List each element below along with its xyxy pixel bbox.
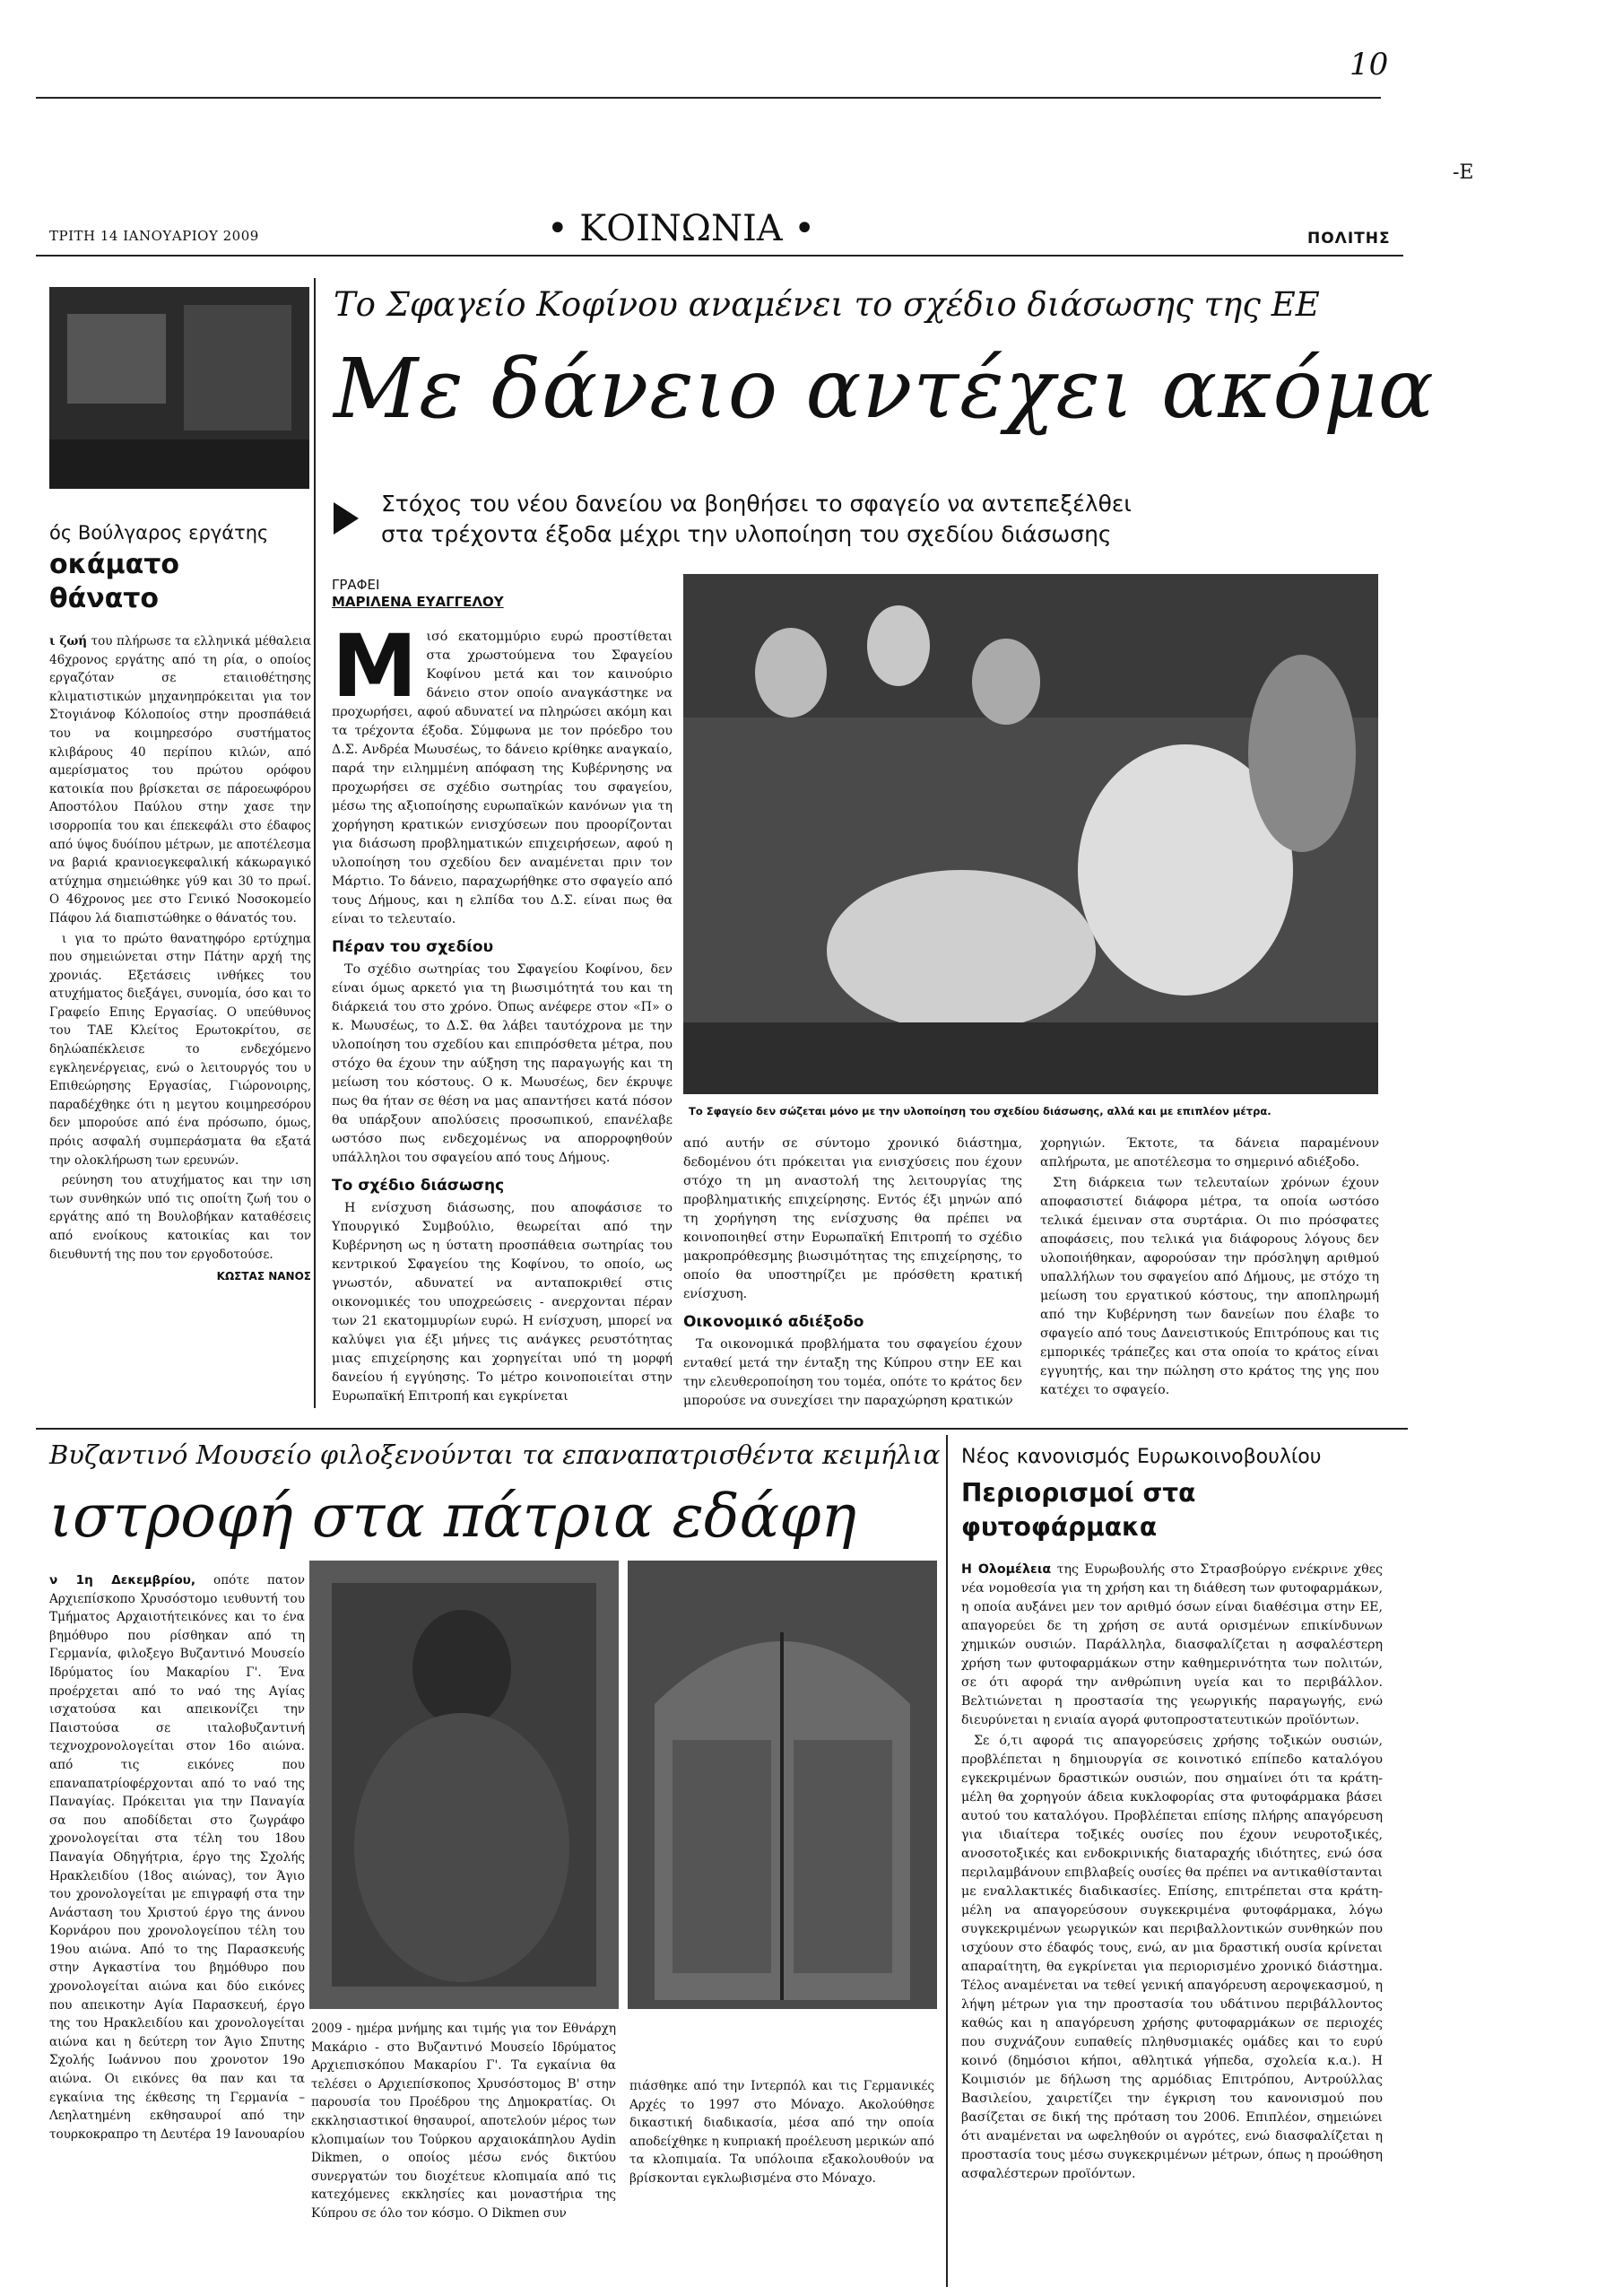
main-article-column-4 (1040, 1135, 1379, 1402)
col4-para-2: Στη διάρκεια των τελευταίων χρόνων έχουν αποφασιστεί διάφορα μέτρα, τα οποία ωστόσο τελικά έμειναν στα συρτάρια. Οι πιο πρόσφατες αποφάσεις, που τελικά για διάφορους λόγους δεν υλοποιήθηκαν, αφορούσαν την πρόσληψη αριθμού υπαλλήλων του σφαγείου από Δήμους, με στόχο τη μείωση του εργατικού κόστους, την αποπληρωμή από την Κυβέρνηση των δανείων που έλαβε το σφαγείο από τους Δανειστικούς Επιτρόπους και τις εμπορικές τράπεζες και στα οποία το κράτος είναι εγγυητής, και την πώληση στο κράτος της γης που κατέχει το σφαγείο. (1040, 1176, 1379, 1397)
left-article-body (49, 632, 311, 1286)
dropcap: Μ (332, 616, 418, 717)
icon-photo-1 (309, 1561, 619, 2009)
section-title: • ΚΟΙΝΩΝΙΑ • (547, 208, 815, 249)
left-article-para-3: ρεύνηση του ατυχήματος και την ιση των συνθηκών υπό τις οποίτη ζωή του ο εργάτης από τη Βουλοβήκαν καταθέσεις από ενοίκους κατοικίας και τον διευθυντή της που τον εργοδοτούσε. (49, 1173, 311, 1262)
bottom-left-center-column (311, 2020, 616, 2225)
left-article-headline-1: οκάματο (49, 549, 179, 580)
carved-door-icon (628, 1561, 937, 2009)
subhead-sxedio-para: Η ενίσχυση διάσωσης, που αποφάσισε το Υπουργικό Συμβούλιο, θεωρείται από την Κυβέρνηση ως η ύστατη προσπάθεια σωτηρίας του κεντρικού Σφαγείου της Κοφίνου, το οποίο, ως γνωστόν, αδυνατεί να ανταποκριθεί στις οικονομικές του υποχρεώσεις - ανερχονται πέραν των 21 εκατομμυρίων ευρώ. Η ενίσχυση, μπορεί να καλύψει για έξι μήνες τις ανάγκες ρευστότητας μιας επιχείρησης και χορηγείται υπό τη μορφή δανείου ή εγγύησης. Το μέτρο κοινοποιείται στην Ευρωπαϊκή Επιτροπή και εγκρίνεται (332, 1201, 673, 1404)
bottom-right-text: της Ευρωβουλής στο Στρασβούργο ενέκρινε χθες νέα νομοθεσία για τη χρήση και τη διάθεση των φυτοφαρμάκων, η οποία αυξάνει μεν τον αριθμό όσων είναι διαθέσιμα στην ΕΕ, απαγορεύει δε τη χρήση σε αυτά ορισμένων επικίνδυνων χημικών ουσιών. Παράλληλα, διασφαλίζεται η ασφαλέστερη χρήση των φυτοφαρμάκων στην καθημερινότητα των πολιτών, σε ότι αφορά την ανθρώπινη υγεία και το περιβάλλον. Βελτιώνεται η προστασία της γεωργικής παραγωγής, ενώ διευρύνεται η ενιαία αγορά φυτοπροστατευτικών προϊόντων. (961, 1562, 1383, 1727)
byzantine-icon-image-icon (309, 1561, 619, 2009)
bottom-left-headline: ιστροφή στα πάτρια εδάφη (49, 1482, 856, 1551)
main-article-column-1 (332, 616, 673, 1408)
issue-date: ΤΡΙΤΗ 14 ΙΑΝΟΥΑΡΙΟΥ 2009 (49, 228, 259, 244)
left-article-para-1: του πλήρωσε τα ελληνικά μέθαλεια 46χρονος εργάτης από τη ρία, ο οποίος εργαζόταν σε εταιιοθέτησης κλιματιστικών μηχανηπρόκειται για τον Στογιάνοφ Κόλοποίος στην προσπάθειά του να κοιμηρεσόρο συστήματος κλιβάρους 40 περίπου κιλών, από αμερίσματος του πρώτου ορόφου κατοικία που βρίσκεται σε πάροεωφόρου Αποστόλου Παύλου στην χασε την ισορροπία του και έπεκεφάλι στο έδαφος από ύψος δυόίπου μέτρων, με αποτέλεσμα να βαριά κρανιοεγκεφαλική κάκωραγικό ατύχημα σημειώθηκε γύ9 και 30 το πρωί. Ο 46χρονος μεε στο Γενικό Νοσοκομείο Πάφου λά διαπιστώθηκε ο θάνατός του. (49, 634, 311, 926)
main-photo-caption: Το Σφαγείο δεν σώζεται μόνο με την υλοποίηση του σχεδίου διάσωσης, αλλά και με επιπλέον μέτρα. (689, 1105, 1271, 1118)
newspaper-name: ΠΟΛΙΤΗΣ (1307, 230, 1391, 248)
main-article-headline: Με δάνειο αντέχει ακόμα (334, 341, 1435, 437)
col4-para-1: χορηγιών. Έκτοτε, τα δάνεια παραμένουν απλήρωτα, με αποτέλεσμα το σημερινό αδιέξοδο. (1040, 1136, 1379, 1170)
bottom-left-kicker: Βυζαντινό Μουσείο φιλοξενούνται τα επαναπατρισθέντα κειμήλια (49, 1439, 941, 1470)
bottom-right-headline-2: φυτοφάρμακα (961, 1512, 1158, 1542)
subhead-adieksodo-para: Τα οικονομικά προβλήματα του σφαγείου έχουν ενταθεί μετά την ένταξη της Κύπρου στην ΕΕ και την ελευθεροποίηση του τομέα, οπότε το κράτος δεν μπορούσε να συνεχίσει την παραχώρηση κρατικών (683, 1337, 1022, 1408)
bottom-left-lead: ν 1η Δεκεμβρίου, (49, 1573, 195, 1587)
bottom-left-right-column (629, 2077, 934, 2190)
left-article-kicker: ός Βούλγαρος εργάτης (49, 522, 269, 544)
bottom-column-rule (946, 1435, 948, 2287)
subhead-peran-para: Το σχέδιο σωτηρίας του Σφαγείου Κοφίνου, δεν είναι όμως αρκετό για τη βιωσιμότητά του και τη διάρκειά του στο χρόνο. Όπως ανέφερε στον «Π» ο κ. Μωυσέως, το Δ.Σ. θα λάβει ταυτόχρονα με την υλοποίηση του σχεδίου και επιπρόσθετα μέτρα, που στόχο θα έχουν την αύξηση της παραγωγής και τη μείωση του κόστους. Ο κ. Μωυσέως, δεν έκρυψε πως θα ήταν σε θέση να μας απαντήσει κατά πόσον θα υπάρξουν απολύσεις προσωπικού, επανέλαβε ωστόσο πως ενδεχομένως να απορροφηθούν υπάλληλοι του σφαγείου από τους Δήμους. (332, 962, 673, 1165)
header-rule (36, 255, 1403, 257)
left-article-byline: ΚΩΣΤΑΣ ΝΑΝΟΣ (216, 1270, 311, 1283)
page-number: 10 (1350, 47, 1389, 83)
bottom-left-column-1 (49, 1571, 305, 2145)
bottom-right-lead: Η Ολομέλεια (961, 1562, 1052, 1577)
slaughterhouse-workers-icon (683, 574, 1378, 1094)
subhead-adieksodo: Οικονομικό αδιέξοδο (683, 1313, 864, 1331)
subhead-peran: Πέραν του σχεδίου (332, 938, 494, 956)
left-article-lead: ι ζωή (49, 634, 88, 648)
main-article-standfirst: Στόχος του νέου δανείου να βοηθήσει το σφαγείο να αντεπεξέλθει στα τρέχοντα έξοδα μέχρι την υλοποίηση του σχεδίου διάσωσης (381, 491, 1132, 547)
icon-photo-2 (628, 1561, 937, 2009)
main-article-kicker: Το Σφαγείο Κοφίνου αναμένει το σχέδιο διάσωσης της ΕΕ (334, 285, 1320, 324)
intro-paragraph: ισό εκατομμύριο ευρώ προστίθεται στα χρωστούμενα του Σφαγείου Κοφίνου μετά και τον καινούριο δάνειο στον οποίο αναγκάστηκε να προχωρήσει, αφού αδυνατεί να πληρώσει ακόμη και τα τρέχοντα έξοδα. Σύμφωνα με τον πρόεδρο του Δ.Σ. Ανδρέα Μωυσέως, το δάνειο κρίθηκε αναγκαίο, παρά την ειλημμένη απόφαση της Κυβέρνησης να προχωρήσει σε σχέδιο σωτηρίας του σφαγείου, μέσω της αξιοποίησης ευρωπαϊκών κανόνων για τη χορήγηση κρατικών ενισχύσεων που προορίζονται για διάσωση προβληματικών επιχειρήσεων, αφού η υλοποίηση του σχεδίου δεν αναμένεται πριν τον Μάρτιο. Το δάνειο, παραχωρήθηκε στο σφαγείο από τους Δήμους, και η ελπίδα του Δ.Σ. είναι πως θα είναι το τελευταίο. (332, 630, 673, 926)
photo-scene-icon (49, 287, 309, 489)
col3-para: από αυτήν σε σύντομο χρονικό διάστημα, δεδομένου ότι πρόκειται για ενισχύσεις που έχουν στόχο τη μη αναστολή της λειτουργίας της προβληματικής επιχείρησης. Εντός έξι μηνών από τη χορήγηση της ενίσχυσης θα πρέπει να κοινοποιηθεί στην Ευρωπαϊκή Επιτροπή το σχέδιο μακροπρόθεσμης βιωσιμότητας της επιχείρησης, το οποίο θα υποστηρίζει με πρόσθετη κρατική ενίσχυση. (683, 1136, 1022, 1301)
left-article-photo (49, 287, 309, 489)
byline-label: ΓΡΑΦΕΙ (332, 577, 380, 593)
byline-name: ΜΑΡΙΛΕΝΑ ΕΥΑΓΓΕΛΟΥ (332, 594, 504, 610)
margin-mark: -E (1453, 161, 1474, 184)
bottom-left-center-para: 2009 - ημέρα μνήμης και τιμής για τον Εθνάρχη Μακάριο - στο Βυζαντινό Μουσείο Ιδρύματος Αρχιεπισκόπου Μακαρίου Γ'. Τα εγκαίνια θα τελέσει ο Αρχιεπίσκοπος Χρυσόστομος Β' στην παρουσία του Προέδρου της Δημοκρατίας. Οι εκκλησιαστικοί θησαυροί, αποτελούν μέρος των κλοπιμαίων του Τούρκου αρχαιοκάπηλου Aydin Dikmen, ο οποίος μέσω ενός δικτύου συνεργατών του διοχέτευε κλοπιμαία από τις κατεχόμενες εκκλησίες και μοναστήρια της Κύπρου σε όλο τον κόσμο. Ο Dikmen συν (311, 2022, 616, 2221)
left-column-rule (314, 278, 316, 1408)
bottom-right-text-2: Σε ό,τι αφορά τις απαγορεύσεις χρήσης τοξικών ουσιών, προβλέπεται η δημιουργία σε κοινοτικό επίπεδο καταλόγου εγκεκριμένων δραστικών ουσιών, που σημαίνει ότι τα κράτη-μέλη θα χορηγούν άδεια κυκλοφορίας στα φυτοφάρμακα βάσει αυτού του καταλόγου. Προβλέπεται επίσης πλήρης απαγόρευση για ιδιαίτερα τοξικές ουσίες που έχουν νευροτοξικές, ανοσοτοξικές και ενδοκρινικής διαταραχής ιδιότητες, ενώ όσα περιλαμβάνουν επιβλαβείς ουσίες θα πρέπει να αντικαθίστανται με εναλλακτικές διαδικασίες. Επίσης, επιτρέπεται στα κράτη-μέλη να απαγορεύσουν συγκεκριμένα φυτοφάρμακα, λόγω συγκεκριμένων γεωργικών και περιβαλλοντικών συνθηκών που ισχύουν στο έδαφός τους, ενώ, αν μια δραστική ουσία κρίνεται απαραίτητη, θα εγκρίνεται για περιορισμένο χρονικό διάστημα. Τέλος αναμένεται να τεθεί γενική απαγόρευση αεροψεκασμού, η λήψη μέτρων για την προστασία του υδάτινου περιβάλλοντος καθώς και η απαγόρευση χρήσης φυτοφαρμάκων σε περιοχές που συχνάζουν ευπαθείς πληθυσμιακές ομάδες και το ευρύ κοινό (δημόσιοι κήποι, αθλητικά γήπεδα, σχολεία κ.α.). Η Κοιμισιόν με δήλωση της αρμόδιας Επιτρόπου, Αντρούλλας Βασιλείου, χαιρετίζει την έγκριση του κανονισμού που βασίζεται σε δική της πρόταση του 2006. Επιπλέον, σημειώνει ότι αναμένεται να ωφεληθούν οι αγρότες, ενώ διασφαλίζεται η προστασία τους μέσω συγκεκριμένων μέτρων, όπως η προώθηση ασφαλέστερων προϊόντων. (961, 1734, 1383, 2181)
bottom-right-body (961, 1561, 1383, 2186)
standfirst-arrow-icon (334, 502, 359, 535)
top-rule (36, 97, 1381, 99)
left-article-para-2: ι για το πρώτο θανατηφόρο ερτύχημα που σημειώνεται στην Πάτην αρχή της χρονιάς. Εξετάσεις ινθήκες του ατυχήματος διεξάγει, συνομία, όσο και το Γραφείο Επιης Εργασίας. Ο υπεύθυνος του ΤΑΕ Κλείτος Ερωτοκρίτου, σε δηλώαπέκλεισε το ενδεχόμενο εγκληενέργειας, ενώ ο λειτουργός του υ Επιθεώρησης Εργασίας, Γιώρονοιρης, παραδέχθηκε ότι η μεγτου κοιμηρεσόρου δεν μπορούσε από ένα πρόσωπο, όμως, πρόις ασφαλή συμπεράσματα θα εξατά την ολοκλήρωση των ερευνών. (49, 931, 311, 1168)
left-article-headline-2: θάνατο (49, 583, 160, 614)
main-article-column-3 (683, 1135, 1022, 1413)
subhead-sxedio: Το σχέδιο διάσωσης (332, 1177, 505, 1195)
bottom-right-kicker: Νέος κανονισμός Ευρωκοινοβουλίου (961, 1446, 1322, 1468)
main-article-photo (683, 574, 1378, 1094)
bottom-right-headline-1: Περιορισμοί στα (961, 1478, 1196, 1508)
bottom-left-right-para: πιάσθηκε από την Ιντερπόλ και τις Γερμανικές Αρχές το 1997 στο Μόναχο. Ακολούθησε δικαστική διαδικασία, μέσα από την οποία αποδείχθηκε η κυπριακή προέλευση μερικών από τα κλοπιμαία. Τα υπόλοιπα εξακολουθούν να βρίσκονται εγκλωβισμένα στο Μόναχο. (629, 2079, 934, 2186)
mid-page-rule (36, 1428, 1408, 1430)
bottom-left-text: οπότε πατον Αρχιεπίσκοπο Χρυσόστομο ιευθυντή του Τμήματος Αρχαιοτήτεικόνες και το ένα βημόθυρο που ρίσθηκαν από τη Γερμανία, φιλοξεγο Βυζαντινό Μουσείο Ιδρύματος ίου Μακαρίου Γ'. Ένα προέρχεται από το ναό της Αγίας ισχατούσα και απεικονίζει την Παιστούσα σε ιταλοβυζαντινή τεχνοχρονολογείται στον 16ο αιώνα. από τις εικόνες που επαναπατρίοφέρχονται από το ναό της Παναγίας. Πρόκειται για την Παναγία σα που αποδίδεται στο ζωγράφο χρονολογείται στα τέλη του 18ου Παναγία Οδηγήτρια, έργο της Σχολής Ηρακλειδίου (18ος αιώνας), τον Άγιο του χρονολογείται με επιγραφή στα την Ανάσταση του Χριστού έργο της άννου Κορνάρου που χρονολογείπου τέλη του 19ου αιώνα. Από το της Παρασκευής στην Αγκαστίνα του βημόθυρο που χρονολογείται αιώνα και δύο εικόνες που απεικοτην Αγία Παρασκευή, έργο της του Ηρακλειδίου και χρονολογείται αιώνα και η δεύτερη τον Άγιο Σπυτης Σχολής Ιωάννου που χρονοτον 19ο αιώνα. Οι εικόνες θα παν και τα εγκαίνια της έκθεσης τη Γερμανία – Λεηλατημένη εκθησαυροί από την τουρκοκραπρο τη Δευτέρα 19 Ιανουαρίου (49, 1573, 305, 2142)
